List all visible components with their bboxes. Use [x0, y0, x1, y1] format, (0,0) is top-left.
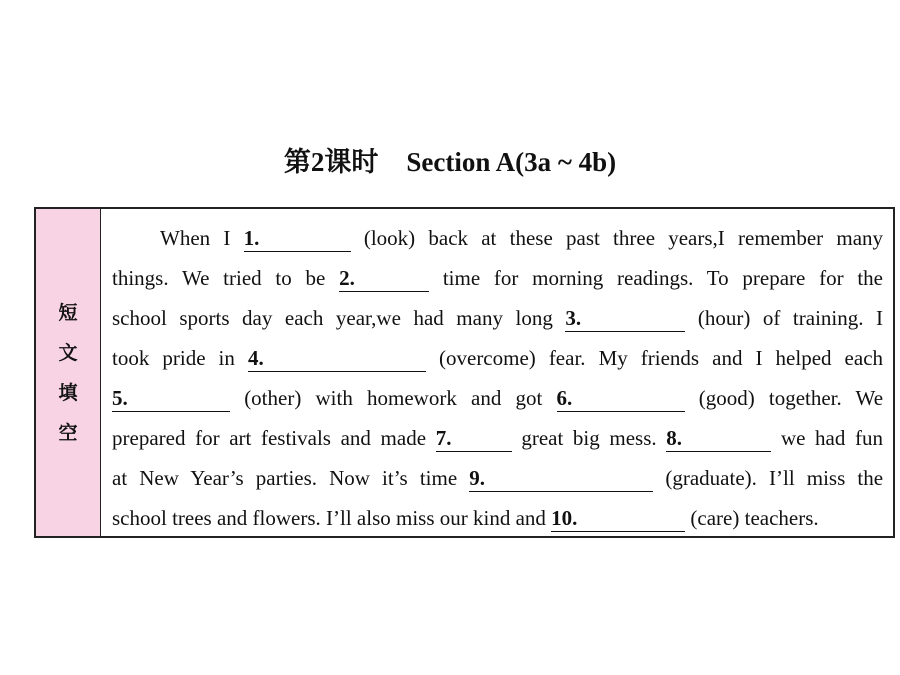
- passage-line: [112, 378, 883, 418]
- passage-line: [112, 458, 883, 498]
- blank-number: 6.: [556, 386, 573, 410]
- page-title: [0, 140, 900, 179]
- blank-number: 7.: [435, 426, 452, 450]
- blank-number: 4.: [247, 346, 264, 370]
- text-span: (graduate). I’ll miss the: [665, 466, 884, 490]
- side-label-char: 空: [58, 421, 78, 444]
- blank-3[interactable]: [565, 305, 685, 332]
- text-span: (care) teachers.: [690, 506, 819, 530]
- text-span: great big mess.: [521, 426, 657, 450]
- passage-line: [112, 338, 883, 378]
- blank-8[interactable]: [666, 425, 771, 452]
- passage-line: [112, 418, 883, 458]
- text-span: (look) back at these past three years,I remember many: [363, 226, 884, 250]
- passage-line: [112, 218, 883, 258]
- side-label-char: 填: [58, 381, 78, 404]
- text-span: things. We tried to be: [112, 266, 326, 290]
- text-span: prepared for art festivals and made: [112, 426, 427, 450]
- blank-6[interactable]: [557, 385, 685, 412]
- side-label-char: 短: [58, 301, 78, 324]
- text-span: school sports day each year,we had many long: [112, 306, 553, 330]
- text-span: took pride in: [112, 346, 235, 370]
- section-label: Section A(3a ~ 4b): [406, 147, 617, 177]
- text-span: we had fun: [780, 426, 884, 450]
- passage-line: [112, 258, 883, 298]
- blank-number: 5.: [112, 386, 128, 410]
- text-span: time for morning readings. To prepare for the: [442, 266, 883, 290]
- passage-text: [101, 209, 893, 536]
- exercise-box: [34, 207, 895, 538]
- text-span: (hour) of training. I: [697, 306, 884, 330]
- blank-number: 2.: [339, 266, 355, 290]
- blank-4[interactable]: [248, 345, 426, 372]
- blank-number: 10.: [551, 506, 578, 530]
- lesson-label: 第2课时: [283, 147, 379, 177]
- blank-7[interactable]: [436, 425, 512, 452]
- passage-line: [112, 298, 883, 338]
- blank-2[interactable]: [339, 265, 429, 292]
- text-span: school trees and flowers. I’ll also miss our kind and: [112, 506, 546, 530]
- side-label-char: 文: [58, 341, 78, 364]
- text-span: (other) with homework and got: [244, 386, 543, 410]
- text-span: at New Year’s parties. Now it’s time: [112, 466, 458, 490]
- blank-number: 8.: [666, 426, 683, 450]
- text-span: When I: [160, 226, 231, 250]
- text-span: (overcome) fear. My friends and I helped each: [439, 346, 884, 370]
- blank-number: 9.: [469, 466, 486, 490]
- blank-9[interactable]: [469, 465, 653, 492]
- blank-number: 1.: [243, 226, 260, 250]
- blank-number: 3.: [565, 306, 582, 330]
- blank-10[interactable]: [551, 505, 685, 532]
- passage-line: [112, 498, 883, 538]
- text-span: (good) together. We: [698, 386, 884, 410]
- blank-5[interactable]: [112, 385, 230, 412]
- blank-1[interactable]: [244, 225, 351, 252]
- side-label: [36, 209, 101, 536]
